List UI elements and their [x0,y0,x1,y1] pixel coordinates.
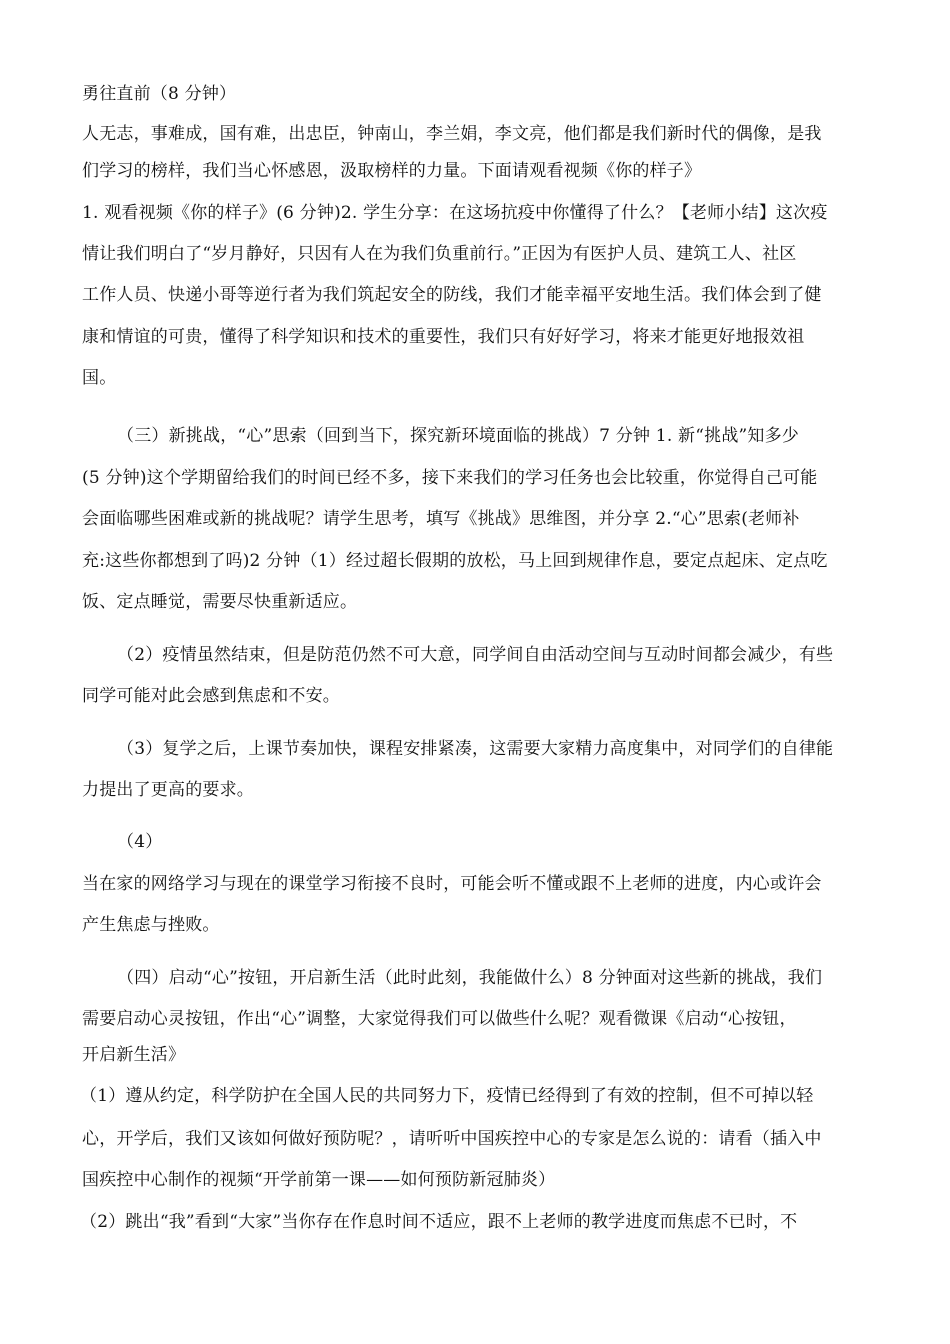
paragraph-line: 工作人员、快递小哥等逆行者为我们筑起安全的防线，我们才能幸福平安地生活。我们体会到了健 [82,285,822,305]
list-item-line: （2）疫情虽然结束，但是防范仍然不可大意，同学间自由活动空间与互动时间都会减少，有些 [117,645,834,665]
paragraph-line: 情让我们明白了“岁月静好，只因有人在为我们负重前行。”正因为有医护人员、建筑工人、社区 [82,244,797,264]
section-heading: （三）新挑战，“心”思索（回到当下，探究新环境面临的挑战）7 分钟 1. 新“挑战”知多少 [117,426,800,446]
section-heading: 勇往直前（8 分钟） [82,84,237,104]
paragraph-line: 人无志，事难成，国有难，出忠臣，钟南山，李兰娟，李文亮，他们都是我们新时代的偶像，是我 [82,124,822,144]
paragraph-line: 开启新生活》 [82,1045,186,1065]
list-item-line: （3）复学之后，上课节奏加快，课程安排紧凑，这需要大家精力高度集中，对同学们的自律能 [117,739,834,759]
paragraph-line: 国疾控中心制作的视频“开学前第一课——如何预防新冠肺炎） [82,1170,556,1190]
paragraph-line: 1. 观看视频《你的样子》(6 分钟)2. 学生分享：在这场抗疫中你懂得了什么？【老师小结】这次疫 [82,203,828,223]
paragraph-line: 国。 [82,368,117,388]
list-item-line: （4） [117,832,163,852]
paragraph-line: 同学可能对此会感到焦虑和不安。 [82,686,340,706]
paragraph-line: 饭、定点睡觉，需要尽快重新适应。 [82,592,358,612]
list-item-line: （2）跳出“我”看到“大家”当你存在作息时间不适应，跟不上老师的教学进度而焦虑不已时，不 [80,1212,798,1232]
list-item-line: （1）遵从约定，科学防护在全国人民的共同努力下，疫情已经得到了有效的控制，但不可掉以轻 [80,1086,814,1106]
paragraph-line: 康和情谊的可贵，懂得了科学知识和技术的重要性，我们只有好好学习，将来才能更好地报效祖 [82,327,805,347]
paragraph-line: 需要启动心灵按钮，作出“心”调整，大家觉得我们可以做些什么呢？观看微课《启动“心按钮， [82,1009,797,1029]
paragraph-line: 们学习的榜样，我们当心怀感恩，汲取榜样的力量。下面请观看视频《你的样子》 [82,161,702,181]
paragraph-line: 力提出了更高的要求。 [82,780,254,800]
paragraph-line: 会面临哪些困难或新的挑战呢？请学生思考，填写《挑战》思维图，并分享 2.“心”思索(老师补 [82,509,800,529]
section-heading: （四）启动“心”按钮，开启新生活（此时此刻，我能做什么）8 分钟面对这些新的挑战，我们 [117,968,823,988]
paragraph-line: 充:这些你都想到了吗)2 分钟（1）经过超长假期的放松，马上回到规律作息，要定点起床、定点吃 [82,551,828,571]
paragraph-line: 当在家的网络学习与现在的课堂学习衔接不良时，可能会听不懂或跟不上老师的进度，内心或许会 [82,874,822,894]
paragraph-line: (5 分钟)这个学期留给我们的时间已经不多，接下来我们的学习任务也会比较重，你觉得自己可能 [82,468,818,488]
paragraph-line: 产生焦虑与挫败。 [82,915,220,935]
paragraph-line: 心，开学后，我们又该如何做好预防呢？，请听听中国疾控中心的专家是怎么说的：请看（插入中 [82,1129,822,1149]
